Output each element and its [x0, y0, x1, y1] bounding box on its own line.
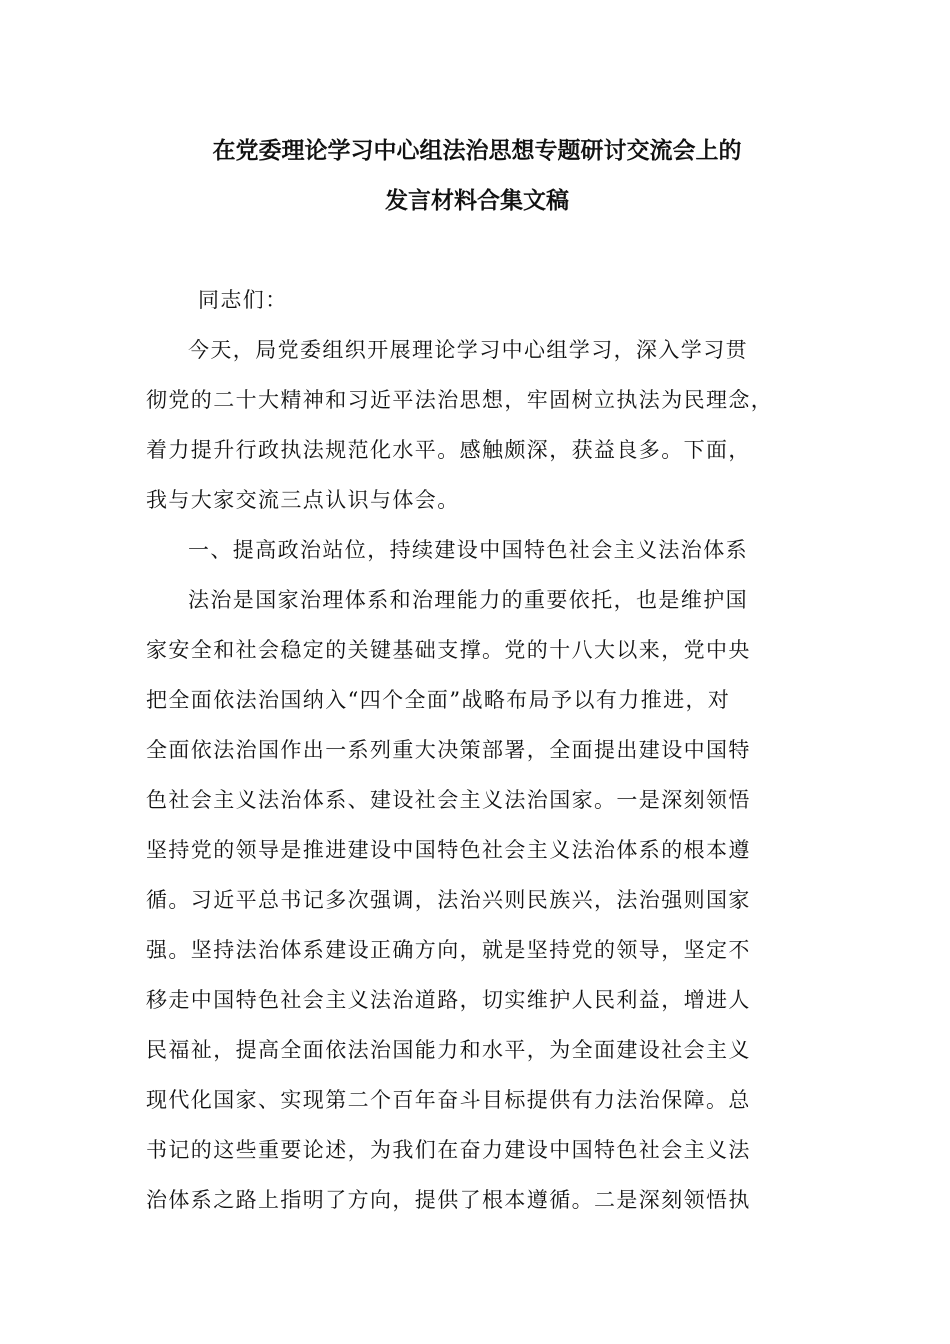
paragraph-line: 现代化国家、实现第二个百年奋斗目标提供有力法治保障。总 [146, 1088, 751, 1112]
paragraph-line: 家安全和社会稳定的关键基础支撑。党的十八大以来，党中央 [146, 638, 751, 662]
paragraph-line: 治体系之路上指明了方向，提供了根本遵循。二是深刻领悟执 [146, 1188, 751, 1212]
document-body [146, 275, 808, 1225]
paragraph-line: 着力提升行政执法规范化水平。感触颇深，获益良多。下面， [146, 438, 751, 462]
salutation: 同志们： [198, 288, 288, 312]
paragraph-line: 今天，局党委组织开展理论学习中心组学习，深入学习贯 [188, 338, 748, 362]
paragraph-line: 把全面依法治国纳入“四个全面”战略布局予以有力推进，对 [146, 688, 731, 712]
section-heading: 一、提高政治站位，持续建设中国特色社会主义法治体系 [188, 538, 748, 562]
document-title-line-2: 发言材料合集文稿 [385, 188, 569, 214]
paragraph-line: 全面依法治国作出一系列重大决策部署，全面提出建设中国特 [146, 738, 751, 762]
paragraph-line: 彻党的二十大精神和习近平法治思想，牢固树立执法为民理念， [146, 388, 774, 412]
document-title-line-1: 在党委理论学习中心组法治思想专题研讨交流会上的 [212, 138, 742, 164]
paragraph-line: 我与大家交流三点认识与体会。 [146, 488, 460, 512]
paragraph-line: 循。习近平总书记多次强调，法治兴则民族兴，法治强则国家 [146, 888, 751, 912]
paragraph-line: 民福祉，提高全面依法治国能力和水平，为全面建设社会主义 [146, 1038, 751, 1062]
paragraph-line: 法治是国家治理体系和治理能力的重要依托，也是维护国 [188, 588, 748, 612]
paragraph-line: 移走中国特色社会主义法治道路，切实维护人民利益，增进人 [146, 988, 751, 1012]
paragraph-line: 色社会主义法治体系、建设社会主义法治国家。一是深刻领悟 [146, 788, 751, 812]
paragraph-line: 强。坚持法治体系建设正确方向，就是坚持党的领导，坚定不 [146, 938, 751, 962]
paragraph-line: 坚持党的领导是推进建设中国特色社会主义法治体系的根本遵 [146, 838, 751, 862]
paragraph-line: 书记的这些重要论述，为我们在奋力建设中国特色社会主义法 [146, 1138, 751, 1162]
